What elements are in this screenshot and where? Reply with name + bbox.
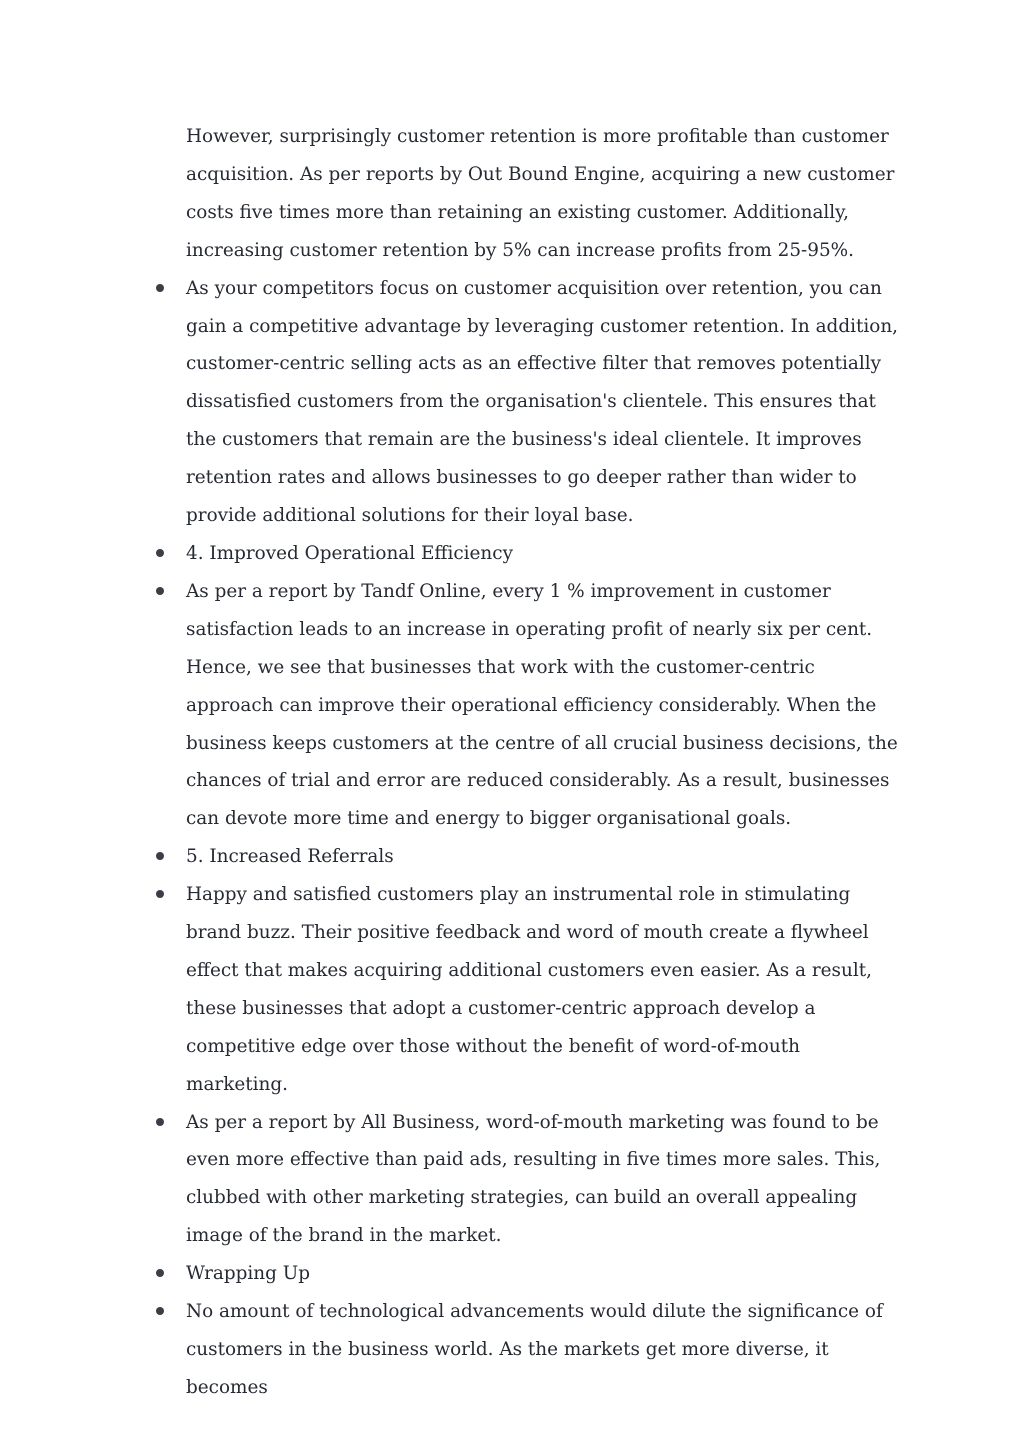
list-item-competitive-advantage <box>186 270 906 535</box>
bullet-icon <box>156 1269 164 1277</box>
list-item-tandf-report <box>186 573 906 838</box>
list-item-heading-operational-efficiency <box>186 535 906 573</box>
list-item-text: Happy and satisfied customers play an instrumental role in stimulating brand buzz. Their positive feedback and word of mouth create a flywheel effect that makes acquiring additional customers even easier. As a result, these businesses that adopt a customer-centric approach develop a competitive edge over those without the benefit of word-of-mouth marketing. <box>186 884 872 1095</box>
bullet-icon <box>156 549 164 557</box>
list-item-text: As per a report by Tandf Online, every 1 % improvement in customer satisfaction leads to an increase in operating profit of nearly six per cent. Hence, we see that businesses that work with the customer-centric approach can improve their operational efficiency considerably. When the business keeps customers at the centre of all crucial business decisions, the chances of trial and error are reduced considerably. As a result, businesses can devote more time and energy to bigger organisational goals. <box>186 580 898 830</box>
list-item-text: As per a report by All Business, word-of-mouth marketing was found to be even more effective than paid ads, resulting in five times more sales. This, clubbed with other marketing strategies, can build an overall appealing image of the brand in the market. <box>186 1111 881 1247</box>
list-item-text: 4. Improved Operational Efficiency <box>186 542 513 564</box>
bullet-icon <box>156 890 164 898</box>
paragraph-text: However, surprisingly customer retention is more profitable than customer acquisition. As per reports by Out Bound Engine, acquiring a new customer costs five times more than retaining an existing customer. Additionally, increasing customer retention by 5% can increase profits from 25-95%. <box>186 126 895 261</box>
bullet-icon <box>156 1307 164 1315</box>
list-item-text: Wrapping Up <box>186 1263 310 1285</box>
document-body <box>186 118 906 1407</box>
bullet-icon <box>156 1118 164 1126</box>
list-item-text: 5. Increased Referrals <box>186 846 394 868</box>
list-item-all-business-report <box>186 1104 906 1256</box>
list-item-heading-wrapping-up <box>186 1255 906 1293</box>
list-item-brand-buzz <box>186 876 906 1103</box>
bullet-icon <box>156 587 164 595</box>
bullet-icon <box>156 284 164 292</box>
list-item-heading-increased-referrals <box>186 838 906 876</box>
list-item-conclusion <box>186 1293 906 1407</box>
bullet-icon <box>156 852 164 860</box>
paragraph-retention-profitability <box>186 118 906 270</box>
list-item-text: No amount of technological advancements would dilute the significance of customers in the business world. As the markets get more diverse, it becomes <box>186 1301 883 1398</box>
list-item-text: As your competitors focus on customer acquisition over retention, you can gain a competitive advantage by leveraging customer retention. In addition, customer-centric selling acts as an effective filter that removes potentially dissatisfied customers from the organisation's clientele. This ensures that the customers that remain are the business's ideal clientele. It improves retention rates and allows businesses to go deeper rather than wider to provide additional solutions for their loyal base. <box>186 277 899 527</box>
